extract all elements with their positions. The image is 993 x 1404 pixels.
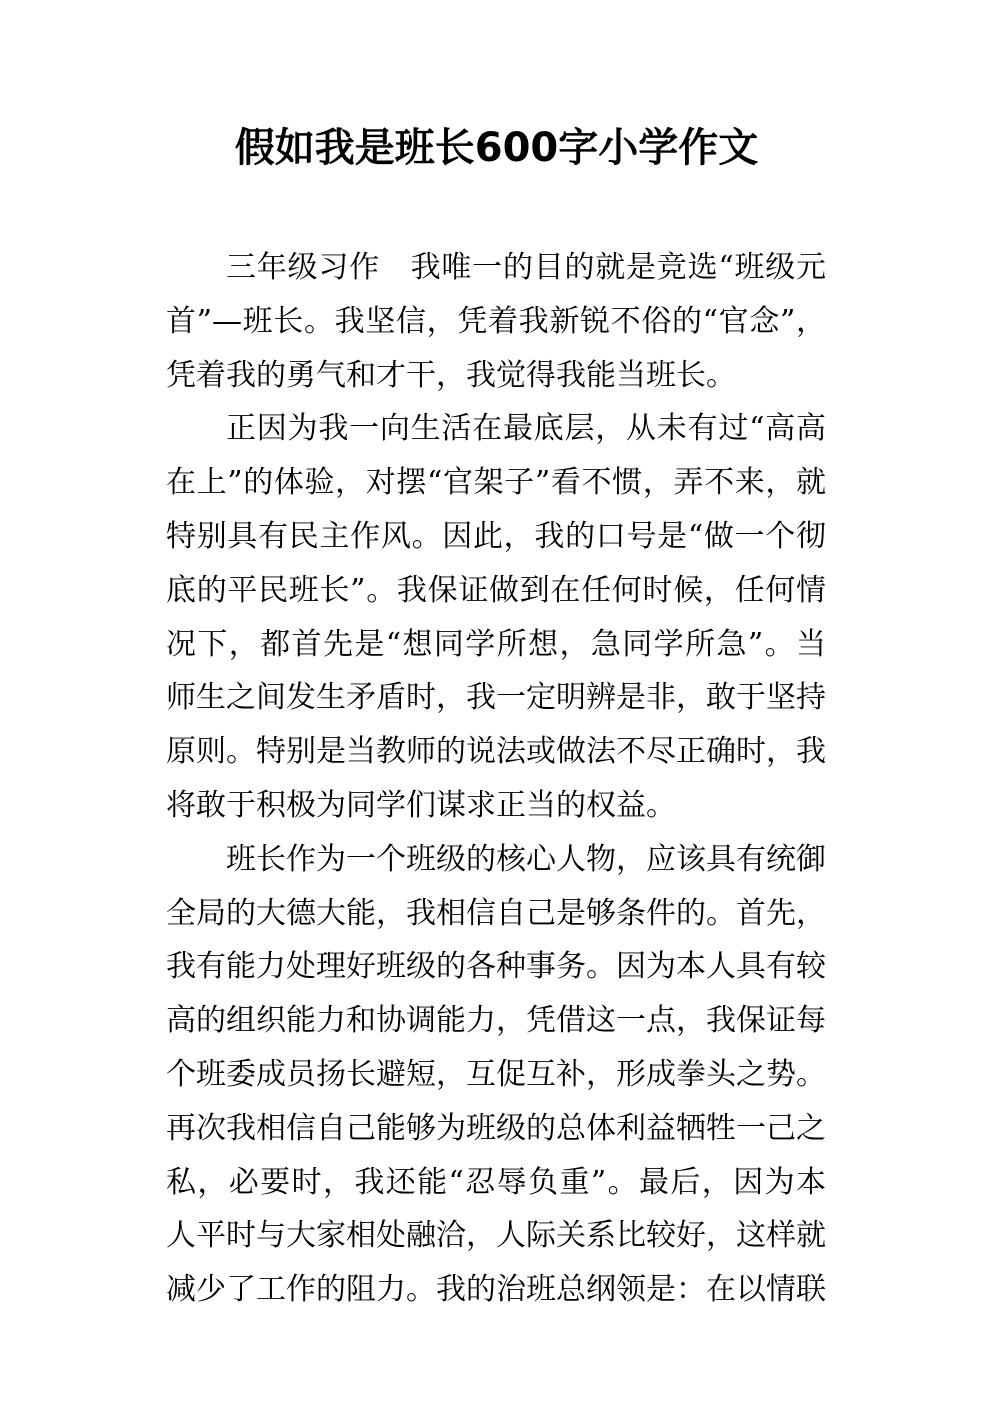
paragraph-3: 班长作为一个班级的核心人物，应该具有统御全局的大德大能，我相信自己是够条件的。首先，我有能力处理好班级的各种事务。因为本人具有较高的组织能力和协调能力，凭借这一点，我保证每个班委成员扬长避短，互促互补，形成拳头之势。再次我相信自己能够为班级的总体利益牺牲一己之私，必要时，我还能“忍辱负重”。最后，因为本人平时与大家相处融洽，人际关系比较好，这样就减少了工作的阻力。我的治班总纲领是：在以情联	[166, 841, 826, 1308]
paragraph-1: 三年级习作 我唯一的目的就是竞选“班级元首”—班长。我坚信，凭着我新锐不俗的“官念”，凭着我的勇气和才干，我觉得我能当班长。	[166, 250, 826, 393]
document-title: 假如我是班长600字小学作文	[234, 125, 759, 171]
document-body	[166, 241, 826, 1317]
paragraph-2: 正因为我一向生活在最底层，从未有过“高高在上”的体验，对摆“官架子”看不惯，弄不来，就特别具有民主作风。因此，我的口号是“做一个彻底的平民班长”。我保证做到在任何时候，任何情况下，都首先是“想同学所想，急同学所急”。当师生之间发生矛盾时，我一定明辨是非，敢于坚持原则。特别是当教师的说法或做法不尽正确时，我将敢于积极为同学们谋求正当的权益。	[166, 411, 826, 823]
